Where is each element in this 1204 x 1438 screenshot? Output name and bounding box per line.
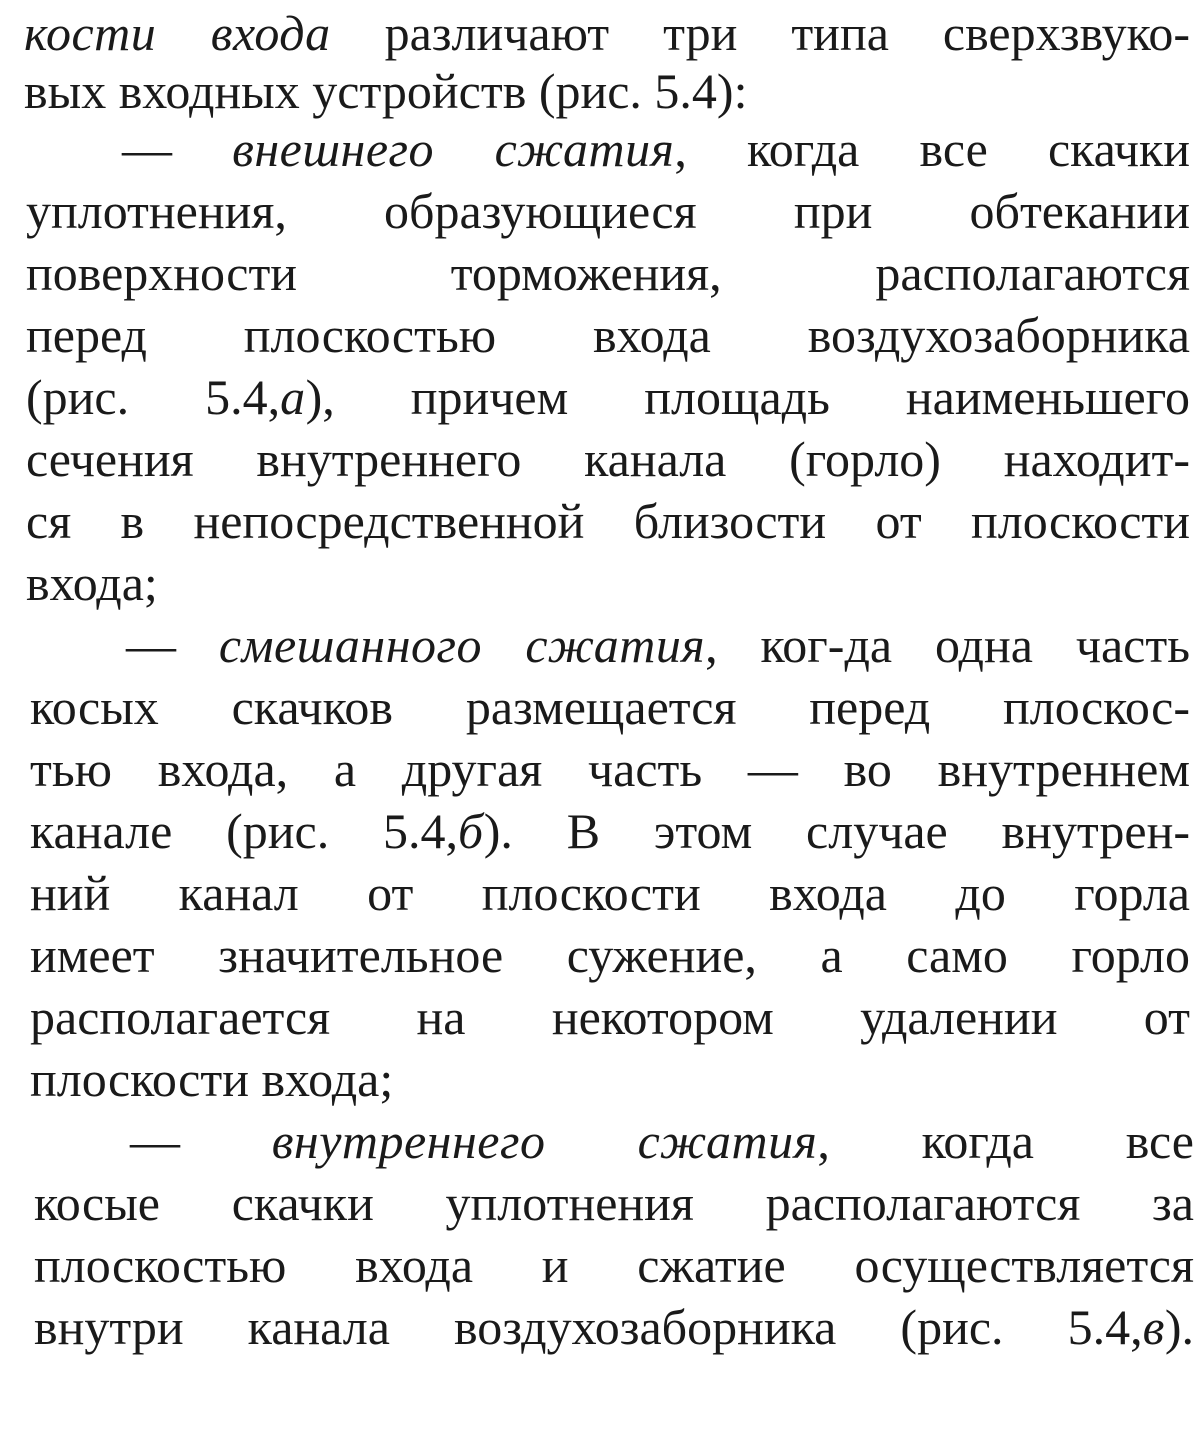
text-run: , ког-да одна часть [705, 617, 1191, 673]
text-line [26, 428, 1190, 490]
text-run: ), причем площадь наименьшего [305, 369, 1190, 425]
text-line [26, 304, 1190, 366]
text-run: входа; [26, 555, 158, 611]
emphasis-text: в [1142, 1299, 1165, 1355]
text-run: плоскостью входа и сжатие осуществляется [34, 1237, 1194, 1293]
text-line [26, 552, 1190, 614]
text-line [34, 1172, 1194, 1234]
emphasis-text: б [458, 803, 484, 859]
text-line [26, 242, 1190, 304]
text-run: перед плоскостью входа воздухозаборника [26, 307, 1190, 363]
text-line [34, 1296, 1194, 1358]
text-line [30, 924, 1190, 986]
text-run: внутри канала воздухозаборника (рис. 5.4, [34, 1299, 1143, 1355]
text-run: (рис. 5.4, [26, 369, 281, 425]
text-line [30, 1048, 1190, 1110]
text-line [24, 2, 1190, 64]
emphasis-text: кости входа [24, 5, 331, 61]
text-run: — [122, 121, 233, 177]
text-run: поверхности торможения, располагаются [26, 245, 1190, 301]
text-line [26, 180, 1190, 242]
emphasis-text: а [280, 369, 306, 425]
text-line [30, 738, 1190, 800]
text-run: плоскости входа; [30, 1051, 394, 1107]
text-run: — [126, 617, 219, 673]
text-line [122, 118, 1190, 180]
text-run: канале (рис. 5.4, [30, 803, 459, 859]
text-run: располагается на некотором удалении от [30, 989, 1190, 1045]
text-run: , когда все [817, 1113, 1194, 1169]
emphasis-text: внутреннего сжатия [271, 1113, 818, 1169]
emphasis-text: внешнего сжатия [232, 121, 675, 177]
emphasis-text: смешанного сжатия [218, 617, 706, 673]
text-run: ний канал от плоскости входа до горла [30, 865, 1190, 921]
text-line [26, 490, 1190, 552]
text-run: ). В этом случае внутрен- [483, 803, 1190, 859]
text-line [30, 986, 1190, 1048]
text-line [126, 614, 1190, 676]
text-run: вых входных устройств (рис. 5.4): [24, 63, 748, 119]
text-run: ся в непосредственной близости от плоскости [26, 493, 1190, 549]
text-run: различают три типа сверхзвуко- [330, 5, 1190, 61]
text-run: имеет значительное сужение, а само горло [30, 927, 1190, 983]
text-line [30, 862, 1190, 924]
text-run: уплотнения, образующиеся при обтекании [26, 183, 1190, 239]
text-line [130, 1110, 1194, 1172]
text-run: косые скачки уплотнения располагаются за [34, 1175, 1194, 1231]
text-line [30, 800, 1190, 862]
text-run: — [130, 1113, 272, 1169]
text-line [24, 60, 1190, 122]
text-run: тью входа, а другая часть — во внутреннем [30, 741, 1190, 797]
text-line [26, 366, 1190, 428]
text-run: косых скачков размещается перед плоскос- [30, 679, 1190, 735]
text-line [34, 1234, 1194, 1296]
text-line [30, 676, 1190, 738]
text-run: ). [1164, 1299, 1194, 1355]
text-run: , когда все скачки [674, 121, 1191, 177]
text-run: сечения внутреннего канала (горло) находит- [26, 431, 1190, 487]
